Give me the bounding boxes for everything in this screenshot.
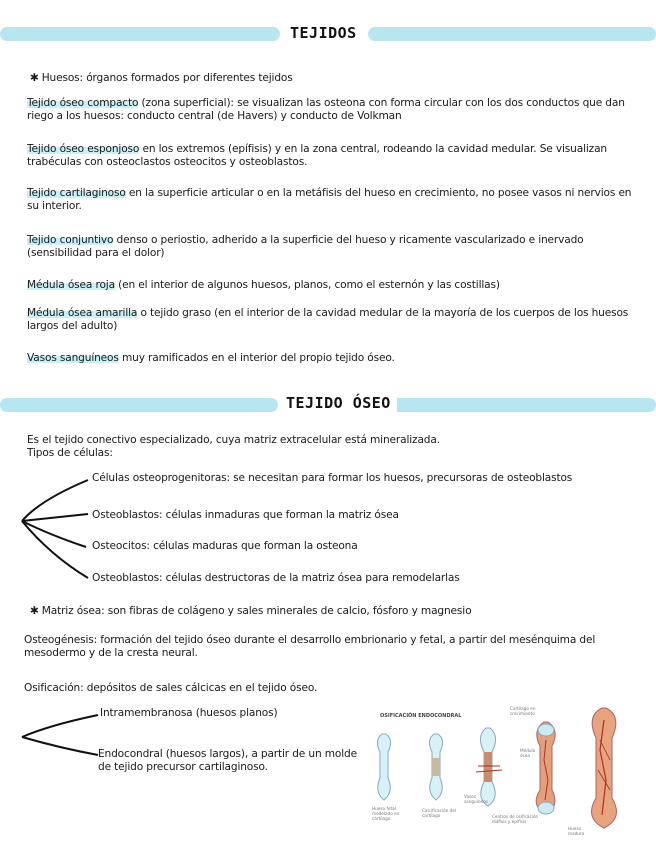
item-compacto: Tejido óseo compacto (zona superficial): se visualizan las osteona con forma circular con los dos conductos que dan riego a los huesos: conducto central (de Havers) y conducto de Volkman: [27, 97, 625, 122]
item-medula-amarilla: Médula ósea amarilla o tejido graso (en el interior de la cavidad medular de la mayoría de los cuerpos de los huesos largos del adulto): [27, 307, 629, 332]
item-medula-roja: Médula ósea roja (en el interior de algunos huesos, planos, como el esternón y las costillas): [27, 279, 500, 291]
label-centros: Centros de osificación diáfisis y epífisis: [492, 814, 539, 824]
section-title-tejidos: TEJIDOS: [284, 24, 363, 42]
osteogenesis: Osteogénesis: formación del tejido óseo durante el desarrollo embrionario y fetal, a partir del mesénquima del mesodermo y de la cresta neural.: [24, 634, 596, 659]
matrix-line: ✱ Matriz ósea: son fibras de colágeno y sales minerales de calcio, fósforo y magnesio: [30, 605, 472, 617]
ossification-intramembranosa: Intramembranosa (huesos planos): [100, 707, 278, 719]
cell-osteoprogenitoras: Células osteoprogenitoras: se necesitan para formar los huesos, precursoras de osteoblastos: [92, 472, 573, 484]
label-medula-osea: Médula ósea: [520, 748, 536, 758]
cell-osteoblastos: Osteoblastos: células inmaduras que forman la matriz ósea: [92, 509, 399, 521]
bullet-icon: ✱: [30, 72, 39, 84]
definition: Es el tejido conectivo especializado, cuya matriz extracelular está mineralizada.: [27, 434, 440, 446]
types-label: Tipos de células:: [27, 447, 113, 459]
cell-destructoras: Osteoblastos: células destructoras de la matriz ósea para remodelarlas: [92, 572, 460, 584]
ossification: Osificación: depósitos de sales cálcicas en el tejido óseo.: [24, 682, 318, 694]
item-conjuntivo: Tejido conjuntivo denso o periostio, adherido a la superficie del hueso y ricamente vascularizado e inervado (sensibilidad para el dolor): [27, 234, 584, 259]
bullet-icon: ✱: [30, 605, 39, 617]
cell-osteocitos: Osteocitos: células maduras que forman la osteona: [92, 540, 358, 552]
label-vasos: Vasos sanguíneos: [464, 794, 488, 804]
label-cartilago-crecimiento: Cartílago en crecimiento: [510, 706, 536, 716]
section-title-tejido-oseo: TEJIDO ÓSEO: [280, 394, 397, 412]
label-hueso-fetal: Hueso fetal modelado en cartílago: [372, 806, 400, 821]
label-calcificacion: Calcificación del cartílago: [422, 808, 457, 818]
intro-line: ✱ Huesos: órganos formados por diferentes tejidos: [30, 72, 293, 84]
label-hueso-maduro: Hueso maduro: [568, 826, 585, 836]
item-cartilaginoso: Tejido cartilaginoso en la superficie articular o en la metáfisis del hueso en crecimiento, no posee vasos ni nervios en su interior.: [27, 187, 632, 212]
item-esponjoso: Tejido óseo esponjoso en los extremos (epífisis) y en la zona central, rodeando la cavidad medular. Se visualizan trabéculas con osteoclastos osteocitos y osteoblastos.: [27, 143, 607, 168]
endochondral-figure: [360, 700, 650, 840]
figure-title: OSIFICACIÓN ENDOCONDRAL: [380, 713, 462, 719]
ossification-endocondral: Endocondral (huesos largos), a partir de un molde de tejido precursor cartilaginoso.: [98, 748, 357, 773]
item-vasos: Vasos sanguíneos muy ramificados en el interior del propio tejido óseo.: [27, 352, 395, 364]
